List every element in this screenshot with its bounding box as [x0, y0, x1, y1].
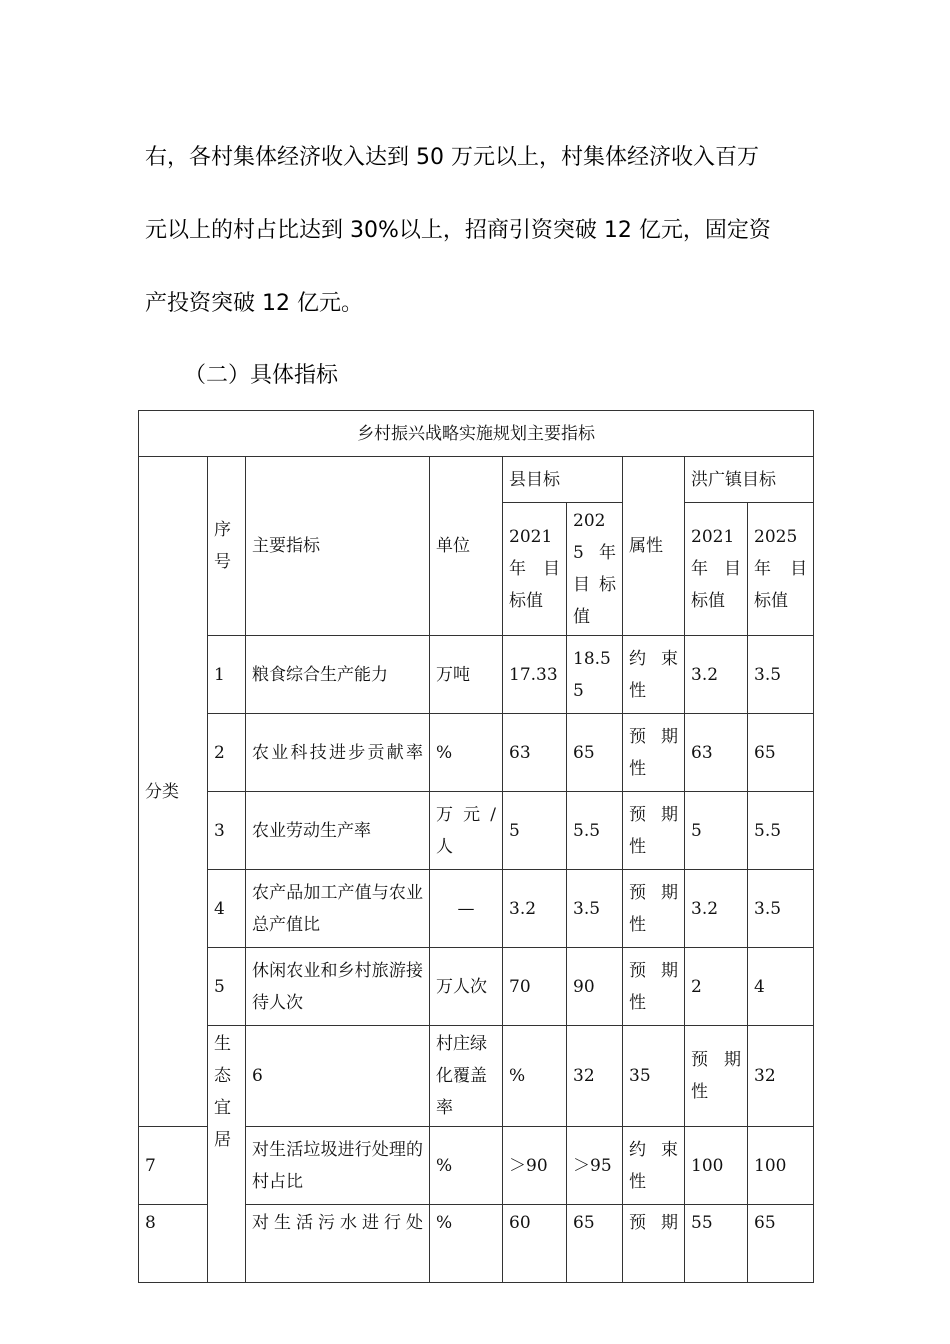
cell-county-2021: 63: [503, 714, 567, 792]
cell-town-2021: 32: [748, 1026, 814, 1127]
cell-seq: 7: [139, 1127, 208, 1205]
cell-town-2021: 3.2: [685, 636, 748, 714]
cell-town-2025: 65: [748, 714, 814, 792]
cell-unit: %: [430, 1127, 503, 1205]
table-row: [139, 792, 814, 870]
table-row: [139, 1026, 814, 1127]
section-heading: （二）具体指标: [184, 363, 339, 388]
cell-town-2021: 55: [685, 1205, 748, 1283]
cell-seq: 2: [208, 714, 246, 792]
header-town-2025: 2025 年 目 标值: [748, 503, 814, 636]
cell-seq: 5: [208, 948, 246, 1026]
cell-attribute: 约 束 性: [623, 1127, 685, 1205]
header-town-target: 洪广镇目标: [685, 457, 814, 503]
cell-attribute: 预 期 性: [623, 870, 685, 948]
table-row: [139, 714, 814, 792]
group-label-ecology: 生 态 宜居: [208, 1026, 246, 1283]
cell-seq: 1: [208, 636, 246, 714]
cell-attribute: 约 束 性: [623, 636, 685, 714]
cell-county-2025: 3.5: [567, 870, 623, 948]
cell-county-2021: 60: [503, 1205, 567, 1283]
header-indicator: 主要指标: [246, 457, 430, 636]
cell-town-2021: 63: [685, 714, 748, 792]
cell-indicator: 农业劳动生产率: [246, 792, 430, 870]
cell-attribute: 预 期 性: [623, 948, 685, 1026]
cell-county-2025: 90: [567, 948, 623, 1026]
cell-county-2021: 3.2: [503, 870, 567, 948]
cell-county-2025: 35: [623, 1026, 685, 1127]
table-row: [139, 870, 814, 948]
cell-unit: 万吨: [430, 636, 503, 714]
cell-unit: 万 元 / 人: [430, 792, 503, 870]
cell-indicator: 农业科技进步贡献率: [246, 714, 430, 792]
cell-indicator: 粮食综合生产能力: [246, 636, 430, 714]
cell-indicator: 农产品加工产值与农业总产值比: [246, 870, 430, 948]
header-town-2021: 2021 年 目 标值: [685, 503, 748, 636]
cell-seq: 4: [208, 870, 246, 948]
table-row: [139, 948, 814, 1026]
header-county-2025: 2025 年 目 标值: [567, 503, 623, 636]
cell-town-2021: 2: [685, 948, 748, 1026]
cell-unit: %: [503, 1026, 567, 1127]
paragraph-line-2: 元以上的村占比达到 30%以上，招商引资突破 12 亿元，固定资: [145, 218, 771, 243]
cell-attribute: 预 期 性: [623, 714, 685, 792]
cell-town-2021: 100: [685, 1127, 748, 1205]
cell-town-2025: 3.5: [748, 636, 814, 714]
cell-town-2025: 100: [748, 1127, 814, 1205]
cell-unit: 万人次: [430, 948, 503, 1026]
cell-town-2021: 5: [685, 792, 748, 870]
cell-attribute: 预 期: [623, 1205, 685, 1283]
paragraph-line-1: 右，各村集体经济收入达到 50 万元以上，村集体经济收入百万: [145, 145, 759, 170]
cell-county-2021: 32: [567, 1026, 623, 1127]
cell-town-2025: 65: [748, 1205, 814, 1283]
cell-indicator: 对生活污水进行处: [246, 1205, 430, 1283]
cell-seq: 6: [246, 1026, 430, 1127]
cell-indicator: 休闲农业和乡村旅游接待人次: [246, 948, 430, 1026]
cell-town-2025: 5.5: [748, 792, 814, 870]
cell-county-2025: 65: [567, 1205, 623, 1283]
cell-county-2021: 5: [503, 792, 567, 870]
cell-town-2025: 4: [748, 948, 814, 1026]
table-row: [139, 636, 814, 714]
header-unit: 单位: [430, 457, 503, 636]
cell-county-2021: ＞90: [503, 1127, 567, 1205]
indicator-table: [138, 410, 814, 1283]
indicator-table-wrapper: [138, 410, 813, 1233]
cell-attribute: 预 期 性: [623, 792, 685, 870]
cell-indicator: 对生活垃圾进行处理的村占比: [246, 1127, 430, 1205]
cell-attribute: 预 期 性: [685, 1026, 748, 1127]
cell-county-2025: 18.55: [567, 636, 623, 714]
table-title: 乡村振兴战略实施规划主要指标: [139, 411, 814, 457]
cell-county-2025: 65: [567, 714, 623, 792]
cell-county-2025: ＞95: [567, 1127, 623, 1205]
cell-town-2025: 3.5: [748, 870, 814, 948]
cell-unit: %: [430, 1205, 503, 1283]
cell-town-2021: 3.2: [685, 870, 748, 948]
cell-county-2025: 5.5: [567, 792, 623, 870]
cell-county-2021: 70: [503, 948, 567, 1026]
header-attribute: 属性: [623, 457, 685, 636]
cell-seq: 8: [139, 1205, 208, 1283]
header-county-2021: 2021 年 目 标值: [503, 503, 567, 636]
header-seq: 序号: [208, 457, 246, 636]
header-county-target: 县目标: [503, 457, 623, 503]
cell-unit: %: [430, 714, 503, 792]
paragraph-line-3: 产投资突破 12 亿元。: [145, 291, 363, 316]
cell-indicator: 村庄绿化覆盖率: [430, 1026, 503, 1127]
cell-county-2021: 17.33: [503, 636, 567, 714]
cell-unit: —: [430, 870, 503, 948]
group-label-classification: 分类: [139, 457, 208, 1127]
cell-seq: 3: [208, 792, 246, 870]
